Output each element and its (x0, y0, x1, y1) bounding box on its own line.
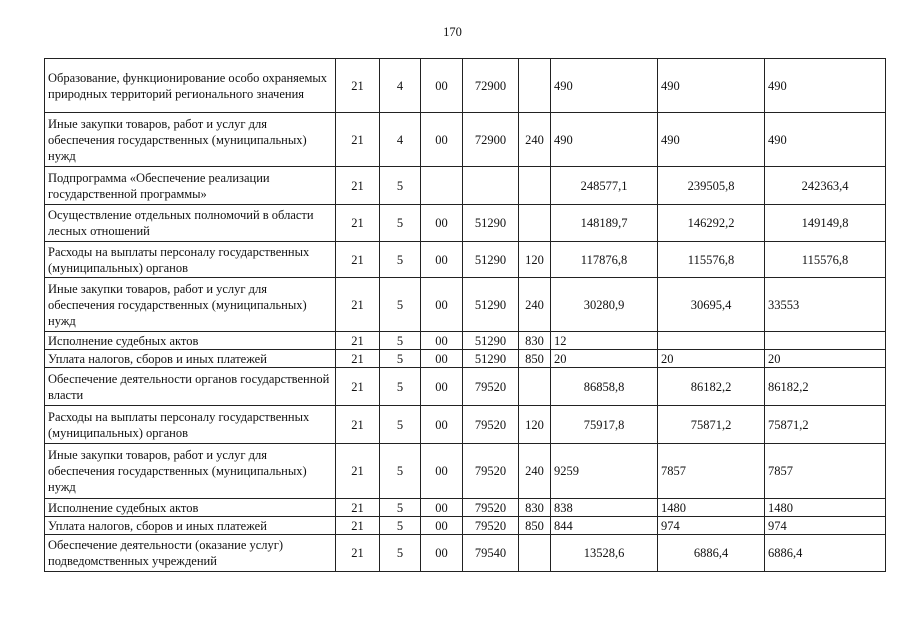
code-cell: 00 (421, 278, 463, 332)
code-cell: 00 (421, 332, 463, 350)
code-cell: 79520 (463, 517, 519, 535)
value-cell: 974 (658, 517, 765, 535)
code-cell: 21 (336, 242, 380, 278)
code-cell: 21 (336, 368, 380, 406)
budget-table (44, 58, 886, 572)
code-cell: 5 (380, 350, 421, 368)
code-cell: 830 (519, 332, 551, 350)
code-cell (421, 167, 463, 205)
row-name: Исполнение судебных актов (45, 332, 336, 350)
code-cell (519, 535, 551, 572)
code-cell: 72900 (463, 113, 519, 167)
code-cell: 00 (421, 499, 463, 517)
code-cell: 120 (519, 406, 551, 444)
code-cell: 21 (336, 59, 380, 113)
code-cell: 5 (380, 167, 421, 205)
code-cell: 79520 (463, 368, 519, 406)
code-cell: 21 (336, 535, 380, 572)
code-cell: 5 (380, 444, 421, 499)
value-cell: 33553 (765, 278, 886, 332)
code-cell: 21 (336, 113, 380, 167)
value-cell: 12 (551, 332, 658, 350)
value-cell: 242363,4 (765, 167, 886, 205)
code-cell: 120 (519, 242, 551, 278)
value-cell: 7857 (765, 444, 886, 499)
value-cell: 115576,8 (658, 242, 765, 278)
code-cell: 51290 (463, 205, 519, 242)
row-name: Обеспечение деятельности (оказание услуг) подведомственных учреждений (45, 535, 336, 572)
row-name: Уплата налогов, сборов и иных платежей (45, 517, 336, 535)
table-row (45, 444, 886, 499)
code-cell: 5 (380, 535, 421, 572)
table-row (45, 368, 886, 406)
code-cell (519, 368, 551, 406)
code-cell (463, 167, 519, 205)
value-cell: 13528,6 (551, 535, 658, 572)
code-cell: 00 (421, 368, 463, 406)
code-cell: 79540 (463, 535, 519, 572)
row-name: Подпрограмма «Обеспечение реализации государственной программы» (45, 167, 336, 205)
code-cell: 4 (380, 59, 421, 113)
value-cell: 6886,4 (765, 535, 886, 572)
value-cell: 838 (551, 499, 658, 517)
code-cell: 21 (336, 350, 380, 368)
table-row (45, 242, 886, 278)
value-cell: 248577,1 (551, 167, 658, 205)
code-cell: 00 (421, 242, 463, 278)
value-cell: 974 (765, 517, 886, 535)
value-cell: 9259 (551, 444, 658, 499)
row-name: Иные закупки товаров, работ и услуг для обеспечения государственных (муниципальных) нужд (45, 278, 336, 332)
table-row (45, 499, 886, 517)
code-cell: 21 (336, 332, 380, 350)
value-cell: 490 (658, 113, 765, 167)
value-cell: 6886,4 (658, 535, 765, 572)
value-cell: 146292,2 (658, 205, 765, 242)
code-cell: 51290 (463, 350, 519, 368)
code-cell: 79520 (463, 444, 519, 499)
code-cell: 79520 (463, 406, 519, 444)
code-cell: 240 (519, 113, 551, 167)
value-cell: 86182,2 (765, 368, 886, 406)
value-cell: 30280,9 (551, 278, 658, 332)
code-cell: 21 (336, 167, 380, 205)
value-cell: 20 (551, 350, 658, 368)
value-cell: 490 (551, 59, 658, 113)
code-cell: 21 (336, 406, 380, 444)
code-cell: 00 (421, 205, 463, 242)
row-name: Иные закупки товаров, работ и услуг для обеспечения государственных (муниципальных) нужд (45, 444, 336, 499)
table-row (45, 205, 886, 242)
code-cell: 240 (519, 278, 551, 332)
code-cell: 00 (421, 444, 463, 499)
value-cell: 148189,7 (551, 205, 658, 242)
code-cell: 5 (380, 517, 421, 535)
row-name: Уплата налогов, сборов и иных платежей (45, 350, 336, 368)
value-cell: 1480 (658, 499, 765, 517)
code-cell: 21 (336, 444, 380, 499)
code-cell: 00 (421, 350, 463, 368)
row-name: Иные закупки товаров, работ и услуг для обеспечения государственных (муниципальных) нужд (45, 113, 336, 167)
code-cell: 21 (336, 499, 380, 517)
value-cell: 75871,2 (658, 406, 765, 444)
row-name: Исполнение судебных актов (45, 499, 336, 517)
value-cell: 7857 (658, 444, 765, 499)
page-number: 170 (443, 25, 462, 39)
code-cell: 21 (336, 205, 380, 242)
code-cell: 79520 (463, 499, 519, 517)
value-cell: 149149,8 (765, 205, 886, 242)
table-row (45, 167, 886, 205)
code-cell: 00 (421, 113, 463, 167)
row-name: Осуществление отдельных полномочий в области лесных отношений (45, 205, 336, 242)
value-cell: 20 (658, 350, 765, 368)
value-cell: 239505,8 (658, 167, 765, 205)
table-row (45, 59, 886, 113)
value-cell: 117876,8 (551, 242, 658, 278)
value-cell: 1480 (765, 499, 886, 517)
code-cell: 51290 (463, 242, 519, 278)
row-name: Обеспечение деятельности органов государственной власти (45, 368, 336, 406)
code-cell: 21 (336, 517, 380, 535)
table-row (45, 406, 886, 444)
table-row (45, 517, 886, 535)
code-cell: 51290 (463, 278, 519, 332)
code-cell: 5 (380, 332, 421, 350)
code-cell: 21 (336, 278, 380, 332)
row-name: Расходы на выплаты персоналу государственных (муниципальных) органов (45, 242, 336, 278)
code-cell: 850 (519, 517, 551, 535)
table-row (45, 113, 886, 167)
value-cell: 86858,8 (551, 368, 658, 406)
code-cell (519, 167, 551, 205)
code-cell: 5 (380, 368, 421, 406)
value-cell: 490 (765, 59, 886, 113)
code-cell (519, 205, 551, 242)
code-cell: 72900 (463, 59, 519, 113)
value-cell: 115576,8 (765, 242, 886, 278)
code-cell: 00 (421, 406, 463, 444)
value-cell: 86182,2 (658, 368, 765, 406)
code-cell: 5 (380, 205, 421, 242)
value-cell: 844 (551, 517, 658, 535)
value-cell: 490 (658, 59, 765, 113)
row-name: Расходы на выплаты персоналу государственных (муниципальных) органов (45, 406, 336, 444)
code-cell: 4 (380, 113, 421, 167)
table-row (45, 535, 886, 572)
value-cell: 490 (765, 113, 886, 167)
table-row (45, 332, 886, 350)
table-row (45, 278, 886, 332)
code-cell (519, 59, 551, 113)
table-row (45, 350, 886, 368)
value-cell: 75871,2 (765, 406, 886, 444)
row-name: Образование, функционирование особо охраняемых природных территорий регионального значения (45, 59, 336, 113)
code-cell: 5 (380, 406, 421, 444)
code-cell: 00 (421, 517, 463, 535)
value-cell: 20 (765, 350, 886, 368)
code-cell: 240 (519, 444, 551, 499)
value-cell: 490 (551, 113, 658, 167)
code-cell: 00 (421, 535, 463, 572)
value-cell (765, 332, 886, 350)
code-cell: 5 (380, 242, 421, 278)
code-cell: 830 (519, 499, 551, 517)
code-cell: 850 (519, 350, 551, 368)
value-cell: 30695,4 (658, 278, 765, 332)
code-cell: 5 (380, 499, 421, 517)
code-cell: 00 (421, 59, 463, 113)
code-cell: 5 (380, 278, 421, 332)
value-cell: 75917,8 (551, 406, 658, 444)
value-cell (658, 332, 765, 350)
code-cell: 51290 (463, 332, 519, 350)
